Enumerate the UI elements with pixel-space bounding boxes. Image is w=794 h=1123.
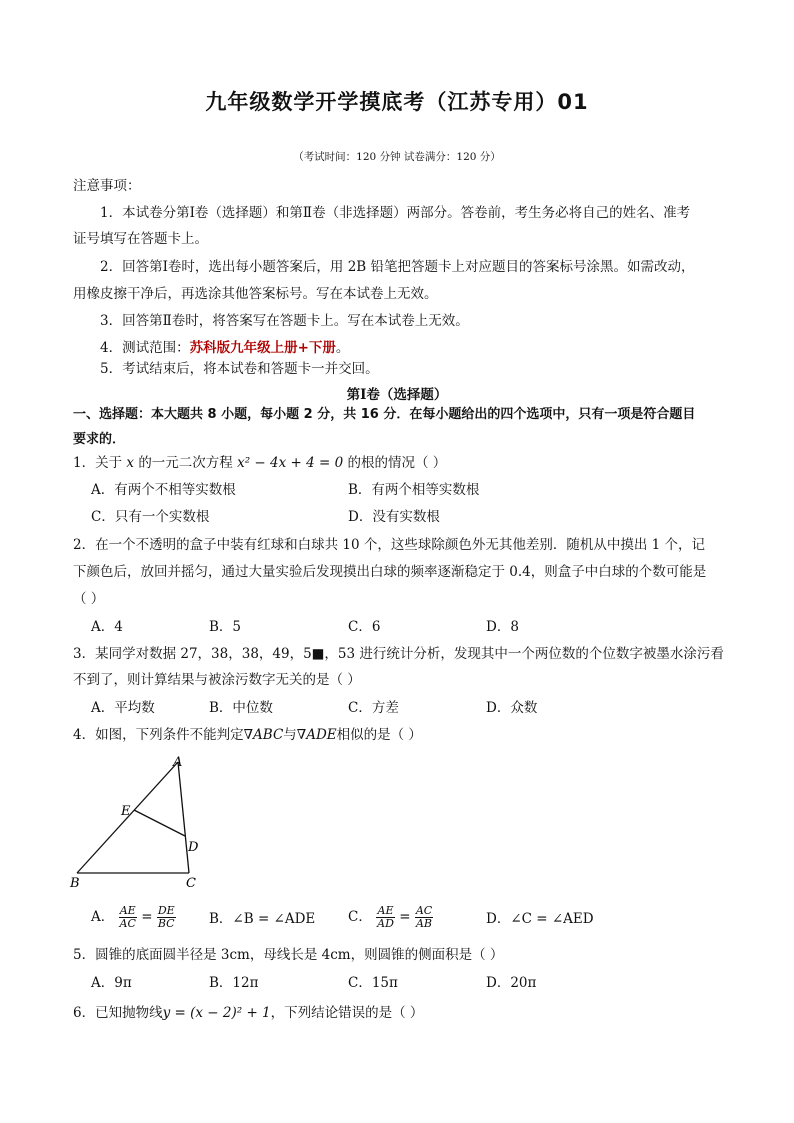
notice-item-1b: 证号填写在答题卡上。 (73, 231, 208, 247)
frac-denominator: BC (157, 917, 175, 930)
q4-triangle-figure (65, 752, 215, 892)
q4-c-fraction-2 (415, 905, 433, 930)
q5-option-c: C．15π (348, 975, 398, 991)
q3-option-d: D．众数 (486, 700, 538, 716)
question-2-line-2: 下颜色后，放回并摇匀，通过大量实验后发现摸出白球的频率逐渐稳定于 0.4，则盒子中白球的个数可能是 (73, 564, 707, 580)
notice-heading: 注意事项： (73, 178, 141, 194)
q4-a-fraction-2 (157, 905, 176, 930)
q4-option-d: D．∠C = ∠AED (486, 911, 594, 927)
q4-triangle-ade: ∇ADE (296, 727, 337, 743)
part1-instructions-2: 要求的． (73, 432, 126, 447)
question-6 (73, 1003, 733, 1023)
q5-option-d: D．20π (486, 975, 537, 991)
exam-info: （考试时间：120 分钟 试卷满分：120 分） (293, 151, 501, 163)
q4-a-fraction-1 (119, 905, 137, 930)
question-1 (73, 453, 733, 473)
notice-item-3: 3．回答第Ⅱ卷时，将答案写在答题卡上。写在本试卷上无效。 (100, 313, 469, 329)
q1-option-c: C．只有一个实数根 (91, 509, 210, 525)
notice-item-2a: 2．回答第Ⅰ卷时，选出每小题答案后，用 2B 铅笔把答题卡上对应题目的答案标号涂黑。如需改动， (100, 259, 695, 275)
part1-instructions-1: 一、选择题：本大题共 8 小题，每小题 2 分，共 16 分．在每小题给出的四个选项中，只有一项是符合题目 (73, 407, 696, 422)
notice-item-4-prefix: 4．测试范围： (100, 340, 190, 356)
q4-option-a: A． $\frac{AE}{AC}$ = $\frac{DE}{BC}$ (91, 904, 175, 930)
side-ac (178, 762, 189, 873)
q4-option-c: C． $\frac{AE}{AD}$ = $\frac{AC}{AB}$ (348, 904, 433, 930)
q4-mid: 与 (283, 727, 297, 743)
q4-pre: 4．如图，下列条件不能判定 (73, 727, 244, 743)
question-5: 5．圆锥的底面圆半径是 3cm，母线长是 4cm，则圆锥的侧面积是（ ） (73, 947, 504, 963)
q3-option-c: C．方差 (348, 700, 399, 716)
q2-option-b: B．5 (209, 619, 242, 635)
vertex-a-label: A (173, 755, 183, 770)
q1-post: 的根的情况（ ） (347, 455, 447, 471)
frac-denominator: AB (415, 917, 433, 930)
q5-option-b: B．12π (209, 975, 259, 991)
segment-ed (134, 810, 185, 836)
q1-mid: 的一元二次方程 (138, 455, 233, 471)
q4-c-fraction-1 (376, 905, 395, 930)
q2-option-a: A．4 (91, 619, 123, 635)
question-3-line-1: 3．某同学对数据 27，38，38，49，5■，53 进行统计分析，发现其中一个两位数的个位数字被墨水涂污看 (73, 646, 724, 662)
q1-var: x (126, 455, 135, 471)
page-title: 九年级数学开学摸底考（江苏专用）01 (205, 90, 589, 114)
test-scope: 苏科版九年级上册+下册 (189, 340, 336, 356)
question-2-line-3: （ ） (73, 591, 105, 607)
notice-item-1a: 1．本试卷分第Ⅰ卷（选择题）和第Ⅱ卷（非选择题）两部分。答卷前，考生务必将自己的姓名、准考 (100, 205, 691, 221)
frac-denominator: AD (377, 917, 394, 930)
question-4 (73, 725, 733, 745)
q1-option-d: D．没有实数根 (348, 509, 440, 525)
frac-denominator: AC (119, 917, 136, 930)
q5-option-a: A．9π (91, 975, 132, 991)
question-2-line-1: 2．在一个不透明的盒子中装有红球和白球共 10 个，这些球除颜色外无其他差别．随机从中摸出 1 个，记 (73, 537, 706, 553)
frac-numerator: DE (157, 904, 175, 917)
vertex-e-label: E (121, 804, 131, 819)
q6-pre: 6．已知抛物线 (73, 1005, 163, 1021)
q4-triangle-abc: ∇ABC (243, 727, 284, 743)
q6-equation: y = (x − 2)² + 1 (162, 1005, 271, 1021)
q4-post: 相似的是（ ） (336, 727, 422, 743)
q6-post: ，下列结论错误的是（ ） (270, 1005, 424, 1021)
vertex-b-label: B (70, 876, 80, 891)
vertex-c-label: C (186, 876, 196, 891)
notice-item-2b: 用橡皮擦干净后，再选涂其他答案标号。写在本试卷上无效。 (73, 286, 438, 302)
vertex-d-label: D (188, 840, 199, 855)
q1-option-b: B．有两个相等实数根 (348, 482, 480, 498)
q2-option-c: C．6 (348, 619, 381, 635)
notice-item-5: 5．考试结束后，将本试卷和答题卡一并交回。 (100, 361, 379, 377)
q1-pre: 1．关于 (73, 455, 123, 471)
notice-item-4 (100, 338, 760, 358)
section-title: 第Ⅰ卷（选择题） (346, 387, 448, 403)
q2-option-d: D．8 (486, 619, 519, 635)
q4-option-a-label: A． (91, 909, 115, 925)
q3-option-a: A．平均数 (91, 700, 155, 716)
q1-option-a: A．有两个不相等实数根 (91, 482, 236, 498)
notice-item-4-suffix: 。 (335, 340, 350, 356)
question-3-line-2: 不到了，则计算结果与被涂污数字无关的是（ ） (73, 672, 361, 688)
q1-equation: x² − 4x + 4 = 0 (237, 455, 344, 471)
frac-numerator: AC (415, 904, 433, 917)
q3-option-b: B．中位数 (209, 700, 273, 716)
frac-numerator: AE (377, 904, 394, 917)
q4-option-b: B．∠B = ∠ADE (209, 911, 316, 927)
q4-option-c-label: C． (348, 909, 372, 925)
frac-numerator: AE (119, 904, 136, 917)
